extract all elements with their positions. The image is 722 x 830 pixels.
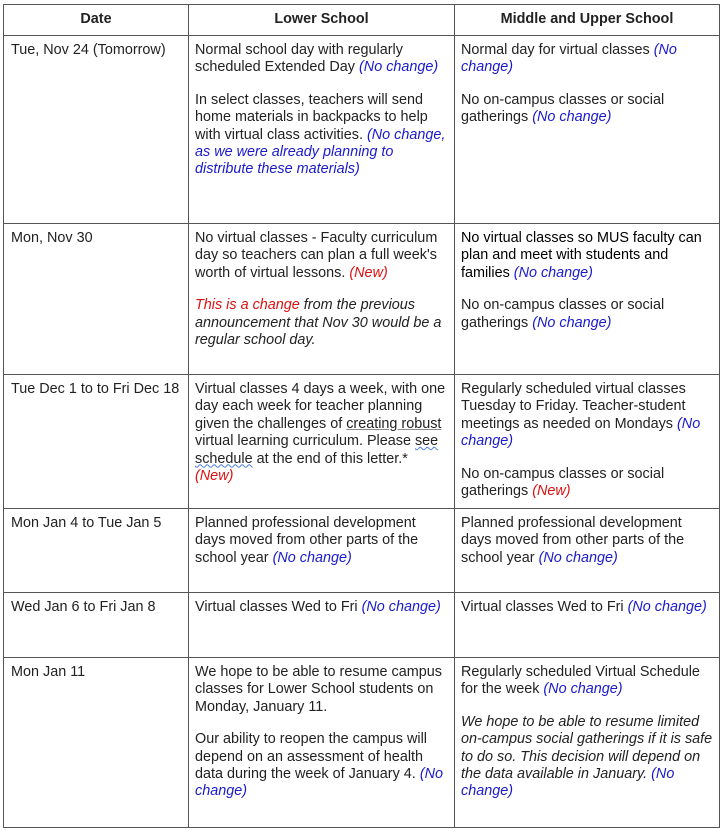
cell-paragraph: We hope to be able to resume limited on-campus social gatherings if it is safe to do so. This decision will depend on the data available in January. (No change) xyxy=(461,713,713,800)
date-cell: Wed Jan 6 to Fri Jan 8 xyxy=(4,593,189,658)
date-cell: Tue, Nov 24 (Tomorrow) xyxy=(4,36,189,224)
no-change-note: (No change) xyxy=(361,599,441,615)
mus-cell xyxy=(455,375,720,509)
cell-paragraph: No virtual classes - Faculty curriculum day so teachers can plan a full week's worth of virtual lessons. (New) xyxy=(195,230,438,281)
change-highlight: This is a change xyxy=(195,297,300,314)
table-row xyxy=(4,36,720,224)
mus-cell xyxy=(455,36,720,224)
table-row xyxy=(4,509,720,593)
lower-school-cell xyxy=(189,593,455,658)
no-change-note: (No change) xyxy=(461,42,677,76)
date-cell: Mon Jan 4 to Tue Jan 5 xyxy=(4,509,189,593)
mus-cell xyxy=(455,658,720,828)
no-change-note: (No change) xyxy=(543,681,623,698)
mus-cell xyxy=(455,509,720,593)
header-lower-school: Lower School xyxy=(189,5,455,36)
no-change-note: (No change) xyxy=(272,549,352,566)
no-change-note: (No change) xyxy=(461,766,675,800)
cell-paragraph: No on-campus classes or social gatherings (No change) xyxy=(461,91,665,126)
no-change-note: (No change) xyxy=(359,59,439,76)
header-middle-upper-school: Middle and Upper School xyxy=(455,5,720,36)
no-change-note: (No change) xyxy=(627,599,707,615)
lower-school-cell xyxy=(189,375,455,509)
cell-paragraph: Normal day for virtual classes (No change) xyxy=(461,42,677,76)
cell-paragraph: Virtual classes 4 days a week, with one day each week for teacher planning given the challenges of creating robust virtual learning curriculum. Please see schedule at the end of this letter.* (New) xyxy=(195,381,446,485)
date-cell: Tue Dec 1 to to Fri Dec 18 xyxy=(4,375,189,509)
cell-paragraph: No virtual classes so MUS faculty can plan and meet with students and families (No change) xyxy=(461,230,702,281)
underlined-text: creating robust xyxy=(346,415,442,432)
new-note: (New) xyxy=(532,483,571,500)
lower-school-cell xyxy=(189,224,455,375)
cell-paragraph: This is a change from the previous announcement that Nov 30 would be a regular school day. xyxy=(195,297,442,349)
lower-school-cell xyxy=(189,36,455,224)
cell-paragraph: Planned professional development days moved from other parts of the school year (No change) xyxy=(195,515,419,566)
date-cell: Mon, Nov 30 xyxy=(4,224,189,375)
cell-paragraph: Our ability to reopen the campus will depend on an assessment of health data during the week of January 4. (No change) xyxy=(195,731,444,800)
schedule-link[interactable]: see schedule xyxy=(195,433,439,467)
table-row xyxy=(4,375,720,509)
no-change-note: (No change) xyxy=(538,549,618,566)
no-change-note: (No change) xyxy=(195,766,444,800)
table-row xyxy=(4,593,720,658)
cell-paragraph: Planned professional development days moved from other parts of the school year (No change) xyxy=(461,515,685,566)
header-date: Date xyxy=(4,5,189,36)
mus-cell xyxy=(455,224,720,375)
no-change-note: (No change) xyxy=(532,314,612,331)
cell-paragraph: Normal school day with regularly scheduled Extended Day (No change) xyxy=(195,42,439,76)
cell-paragraph: No on-campus classes or social gatherings (New) xyxy=(461,465,665,500)
cell-paragraph: In select classes, teachers will send home materials in backpacks to help with virtual class activities. (No change, as we were already planning to distribute these materials) xyxy=(195,91,446,178)
lower-school-cell xyxy=(189,658,455,828)
cell-paragraph: Virtual classes Wed to Fri (No change) xyxy=(461,599,707,615)
new-note: (New) xyxy=(195,468,234,485)
mus-cell xyxy=(455,593,720,658)
cell-paragraph: Virtual classes Wed to Fri (No change) xyxy=(195,599,441,615)
no-change-note: (No change) xyxy=(461,415,701,450)
table-row xyxy=(4,658,720,828)
lower-school-cell xyxy=(189,509,455,593)
date-cell: Mon Jan 11 xyxy=(4,658,189,828)
no-change-note: (No change, as we were already planning to distribute these materials) xyxy=(195,126,446,178)
header-row xyxy=(4,5,720,36)
cell-paragraph: No on-campus classes or social gatherings (No change) xyxy=(461,297,665,331)
cell-paragraph: We hope to be able to resume campus classes for Lower School students on Monday, January 11. xyxy=(195,664,442,715)
cell-paragraph: Regularly scheduled virtual classes Tuesday to Friday. Teacher-student meetings as needed on Mondays (No change) xyxy=(461,381,701,450)
new-note: (New) xyxy=(349,264,388,281)
cell-paragraph: Regularly scheduled Virtual Schedule for the week (No change) xyxy=(461,664,700,698)
schedule-table xyxy=(3,4,720,828)
table-row xyxy=(4,224,720,375)
no-change-note: (No change) xyxy=(532,109,612,126)
no-change-note: (No change) xyxy=(513,264,593,281)
